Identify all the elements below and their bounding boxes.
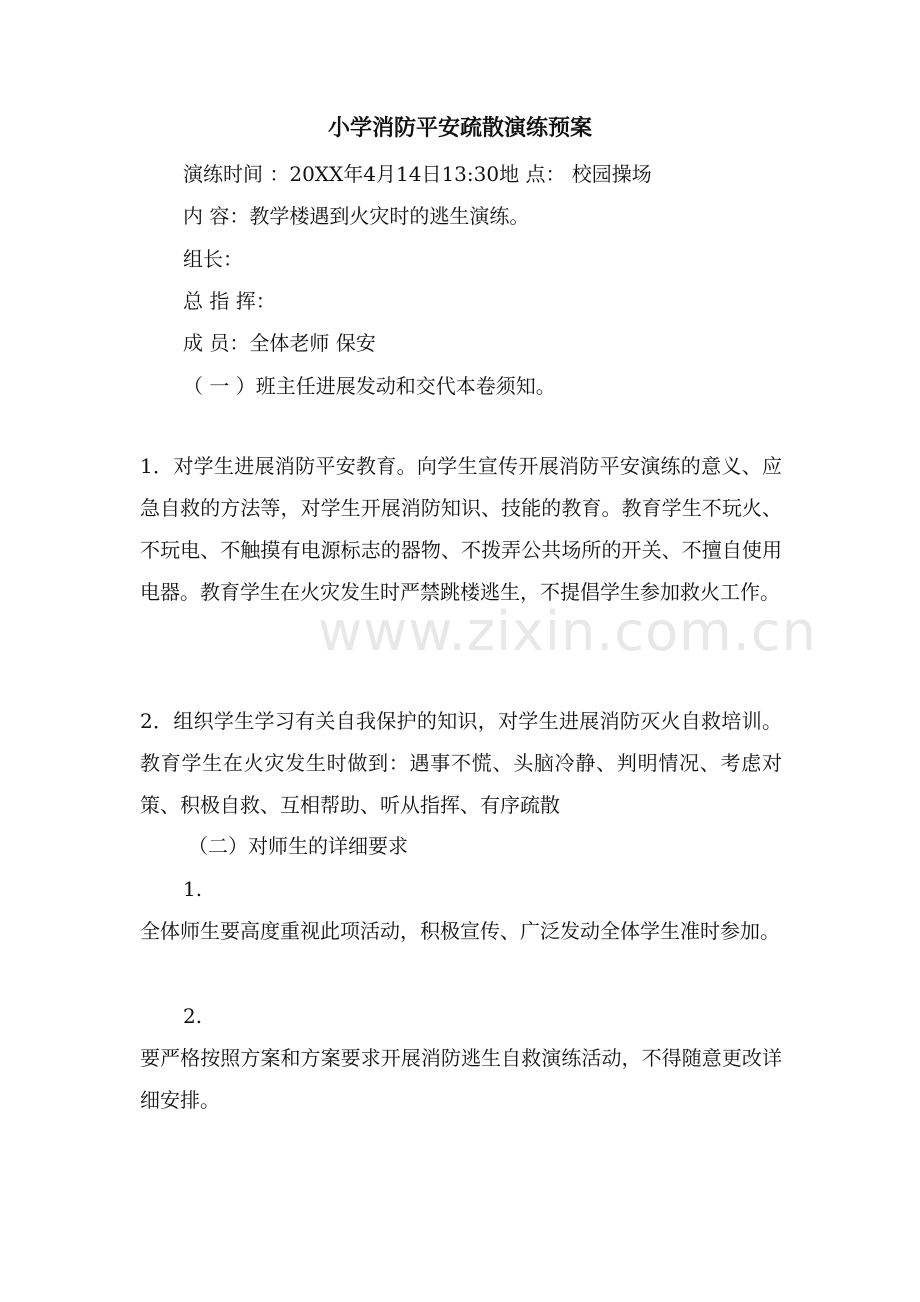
group-leader: 组长： [183,247,243,271]
requirement-2-number: 2. [183,1004,203,1028]
drill-time-location: 演练时间 ：20XX年4月14日13:30地 点： 校园操场 [183,162,652,186]
document-title: 小学消防平安疏散演练预案 [327,115,592,141]
item-1-paragraph: 1．对学生进展消防平安教育。向学生宣传开展消防平安演练的意义、应急自救的方法等，对学生开展消防知识、技能的教育。教育学生不玩火、不玩电、不触摸有电源标志的器物、不拨弄公共场所的开关、不擅自使用电器。教育学生在火灾发生时严禁跳楼逃生，不提倡学生参加救火工作。 [140,454,782,604]
drill-content: 内 容：教学楼遇到火灾时的逃生演练。 [183,204,530,228]
chief-commander: 总 指 挥： [183,289,276,313]
item-2-paragraph: 2．组织学生学习有关自我保护的知识，对学生进展消防灭火自救培训。教育学生在火灾发生时做到：遇事不慌、头脑冷静、判明情况、考虑对策、积极自救、互相帮助、听从指挥、有序疏散 [140,709,782,817]
requirement-2-text: 要严格按照方案和方案要求开展消防逃生自救演练活动，不得随意更改详细安排。 [140,1046,782,1112]
requirement-1-number: 1. [183,877,203,901]
members: 成 员：全体老师 保安 [183,331,376,355]
watermark: www.zixin.com.cn [318,600,817,663]
section-1-heading: （ 一 ）班主任进展发动和交代本卷须知。 [183,374,556,398]
section-2-heading: （二）对师生的详细要求 [188,834,408,858]
requirement-1-text: 全体师生要高度重视此项活动，积极宣传、广泛发动全体学生准时参加。 [140,919,780,943]
